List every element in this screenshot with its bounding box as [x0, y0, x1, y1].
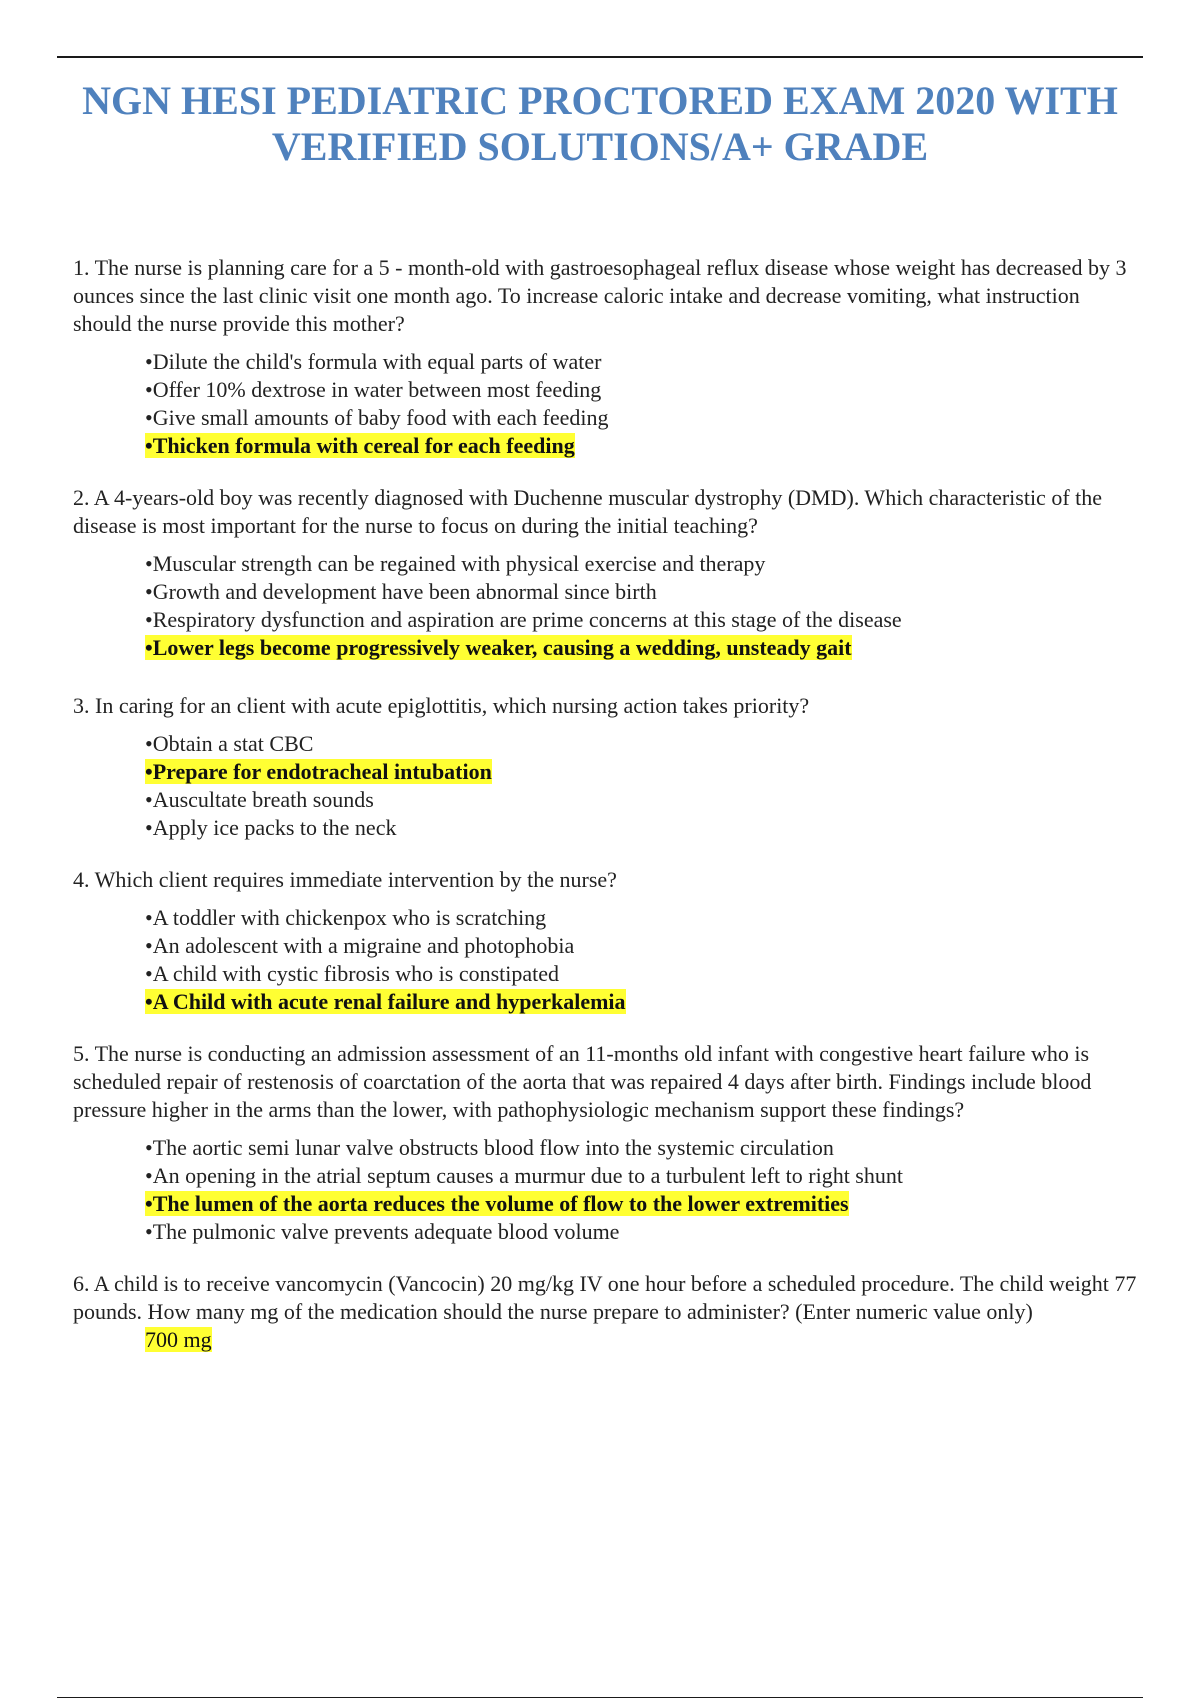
option-list [73, 550, 1143, 662]
option: •Give small amounts of baby food with each feeding [145, 405, 609, 430]
question-text: 1. The nurse is planning care for a 5 - month-old with gastroesophageal reflux disease whose weight has decreased by 3 ounces since the last clinic visit one month ago. To increase caloric intake and decrease vomiting, what instruction should the nurse provide this mother? [73, 255, 1127, 336]
correct-answer-highlight: •The lumen of the aorta reduces the volume of flow to the lower extremities [145, 1191, 849, 1216]
option: •Apply ice packs to the neck [145, 815, 397, 840]
option: •Offer 10% dextrose in water between most feeding [145, 377, 602, 402]
option-correct [145, 758, 1143, 786]
correct-answer-highlight: •Prepare for endotracheal intubation [145, 759, 492, 784]
title-line-1: NGN HESI PEDIATRIC PROCTORED EXAM 2020 WITH [82, 78, 1118, 123]
question-2 [73, 484, 1143, 662]
correct-answer-highlight: •Lower legs become progressively weaker, causing a wedding, unsteady gait [145, 635, 852, 660]
title-line-2: VERIFIED SOLUTIONS/A+ GRADE [271, 124, 929, 169]
question-3 [73, 692, 1143, 842]
correct-answer-highlight: •A Child with acute renal failure and hyperkalemia [145, 989, 626, 1014]
option: •Growth and development have been abnormal since birth [145, 579, 657, 604]
question-text: 3. In caring for an client with acute epiglottitis, which nursing action takes priority? [73, 693, 810, 718]
question-text: 4. Which client requires immediate intervention by the nurse? [73, 867, 617, 892]
option-correct [145, 634, 1143, 662]
option-correct [145, 432, 1143, 460]
option-list [73, 348, 1143, 460]
question-5 [73, 1040, 1143, 1246]
option: •Respiratory dysfunction and aspiration are prime concerns at this stage of the disease [145, 607, 902, 632]
numeric-answer [145, 1326, 1143, 1354]
question-text: 5. The nurse is conducting an admission assessment of an 11-months old infant with congestive heart failure who is scheduled repair of restenosis of coarctation of the aorta that was repaired 4 days after birth. Findings include blood pressure higher in the arms than the lower, with pathophysiologic mechanism support these findings? [73, 1041, 1092, 1122]
option: •Obtain a stat CBC [145, 731, 314, 756]
correct-answer-highlight: •Thicken formula with cereal for each feeding [145, 433, 575, 458]
option: •A toddler with chickenpox who is scratching [145, 905, 547, 930]
question-1 [73, 254, 1143, 460]
option: •The pulmonic valve prevents adequate blood volume [145, 1219, 620, 1244]
option: •The aortic semi lunar valve obstructs blood flow into the systemic circulation [145, 1135, 834, 1160]
correct-answer-highlight: 700 mg [145, 1327, 212, 1352]
bottom-rule [57, 1697, 1143, 1698]
option-list [73, 1134, 1143, 1246]
option: •An opening in the atrial septum causes a murmur due to a turbulent left to right shunt [145, 1163, 903, 1188]
top-rule [57, 56, 1143, 58]
question-text: 6. A child is to receive vancomycin (Vancocin) 20 mg/kg IV one hour before a scheduled procedure. The child weight 77 pounds. How many mg of the medication should the nurse prepare to administer? (Enter numeric value only) [73, 1271, 1137, 1324]
option-correct [145, 988, 1143, 1016]
question-list [73, 254, 1143, 1378]
document-title [57, 78, 1143, 170]
option-list [73, 904, 1143, 1016]
question-4 [73, 866, 1143, 1016]
option: •A child with cystic fibrosis who is constipated [145, 961, 560, 986]
option: •Muscular strength can be regained with physical exercise and therapy [145, 551, 766, 576]
question-text: 2. A 4-years-old boy was recently diagnosed with Duchenne muscular dystrophy (DMD). Which characteristic of the disease is most important for the nurse to focus on during the initial teaching? [73, 485, 1103, 538]
option-correct [145, 1190, 1143, 1218]
option: •Dilute the child's formula with equal parts of water [145, 349, 602, 374]
option: •Auscultate breath sounds [145, 787, 374, 812]
option: •An adolescent with a migraine and photophobia [145, 933, 575, 958]
question-6 [73, 1270, 1143, 1354]
option-list [73, 730, 1143, 842]
